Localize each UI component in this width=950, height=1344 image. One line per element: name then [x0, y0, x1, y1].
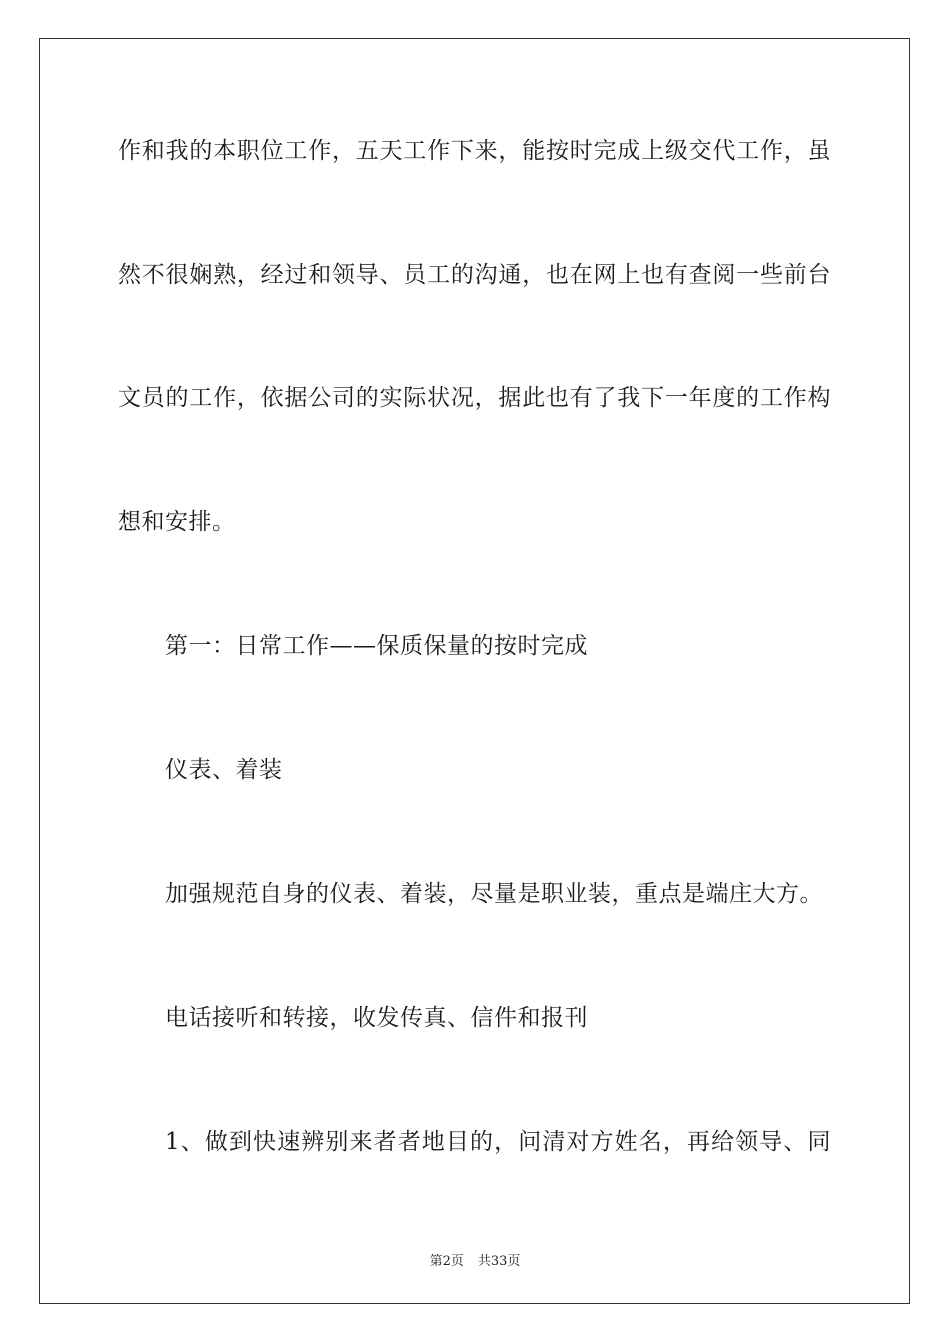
page-footer — [0, 1250, 950, 1269]
body-line-3: 文员的工作，依据公司的实际状况，据此也有了我下一年度的工作构 — [118, 385, 831, 411]
page-border — [39, 38, 910, 1304]
page-total: 共33页 — [477, 1254, 521, 1269]
body-line-2: 然不很娴熟，经过和领导、员工的沟通，也在网上也有查阅一些前台 — [118, 262, 831, 288]
page-number: 第2页 — [429, 1254, 464, 1269]
body-line-1: 作和我的本职位工作，五天工作下来，能按时完成上级交代工作，虽 — [118, 138, 831, 164]
subheading-phone: 电话接听和转接，收发传真、信件和报刊 — [165, 1005, 588, 1031]
subheading-appearance: 仪表、着装 — [165, 757, 283, 783]
body-line-4: 想和安排。 — [118, 509, 236, 535]
section-heading: 第一：日常工作——保质保量的按时完成 — [165, 633, 588, 659]
body-line-appearance: 加强规范自身的仪表、着装，尽量是职业装，重点是端庄大方。 — [165, 881, 823, 907]
list-item-1: 1、做到快速辨别来者者地目的，问清对方姓名，再给领导、同 — [165, 1129, 831, 1155]
